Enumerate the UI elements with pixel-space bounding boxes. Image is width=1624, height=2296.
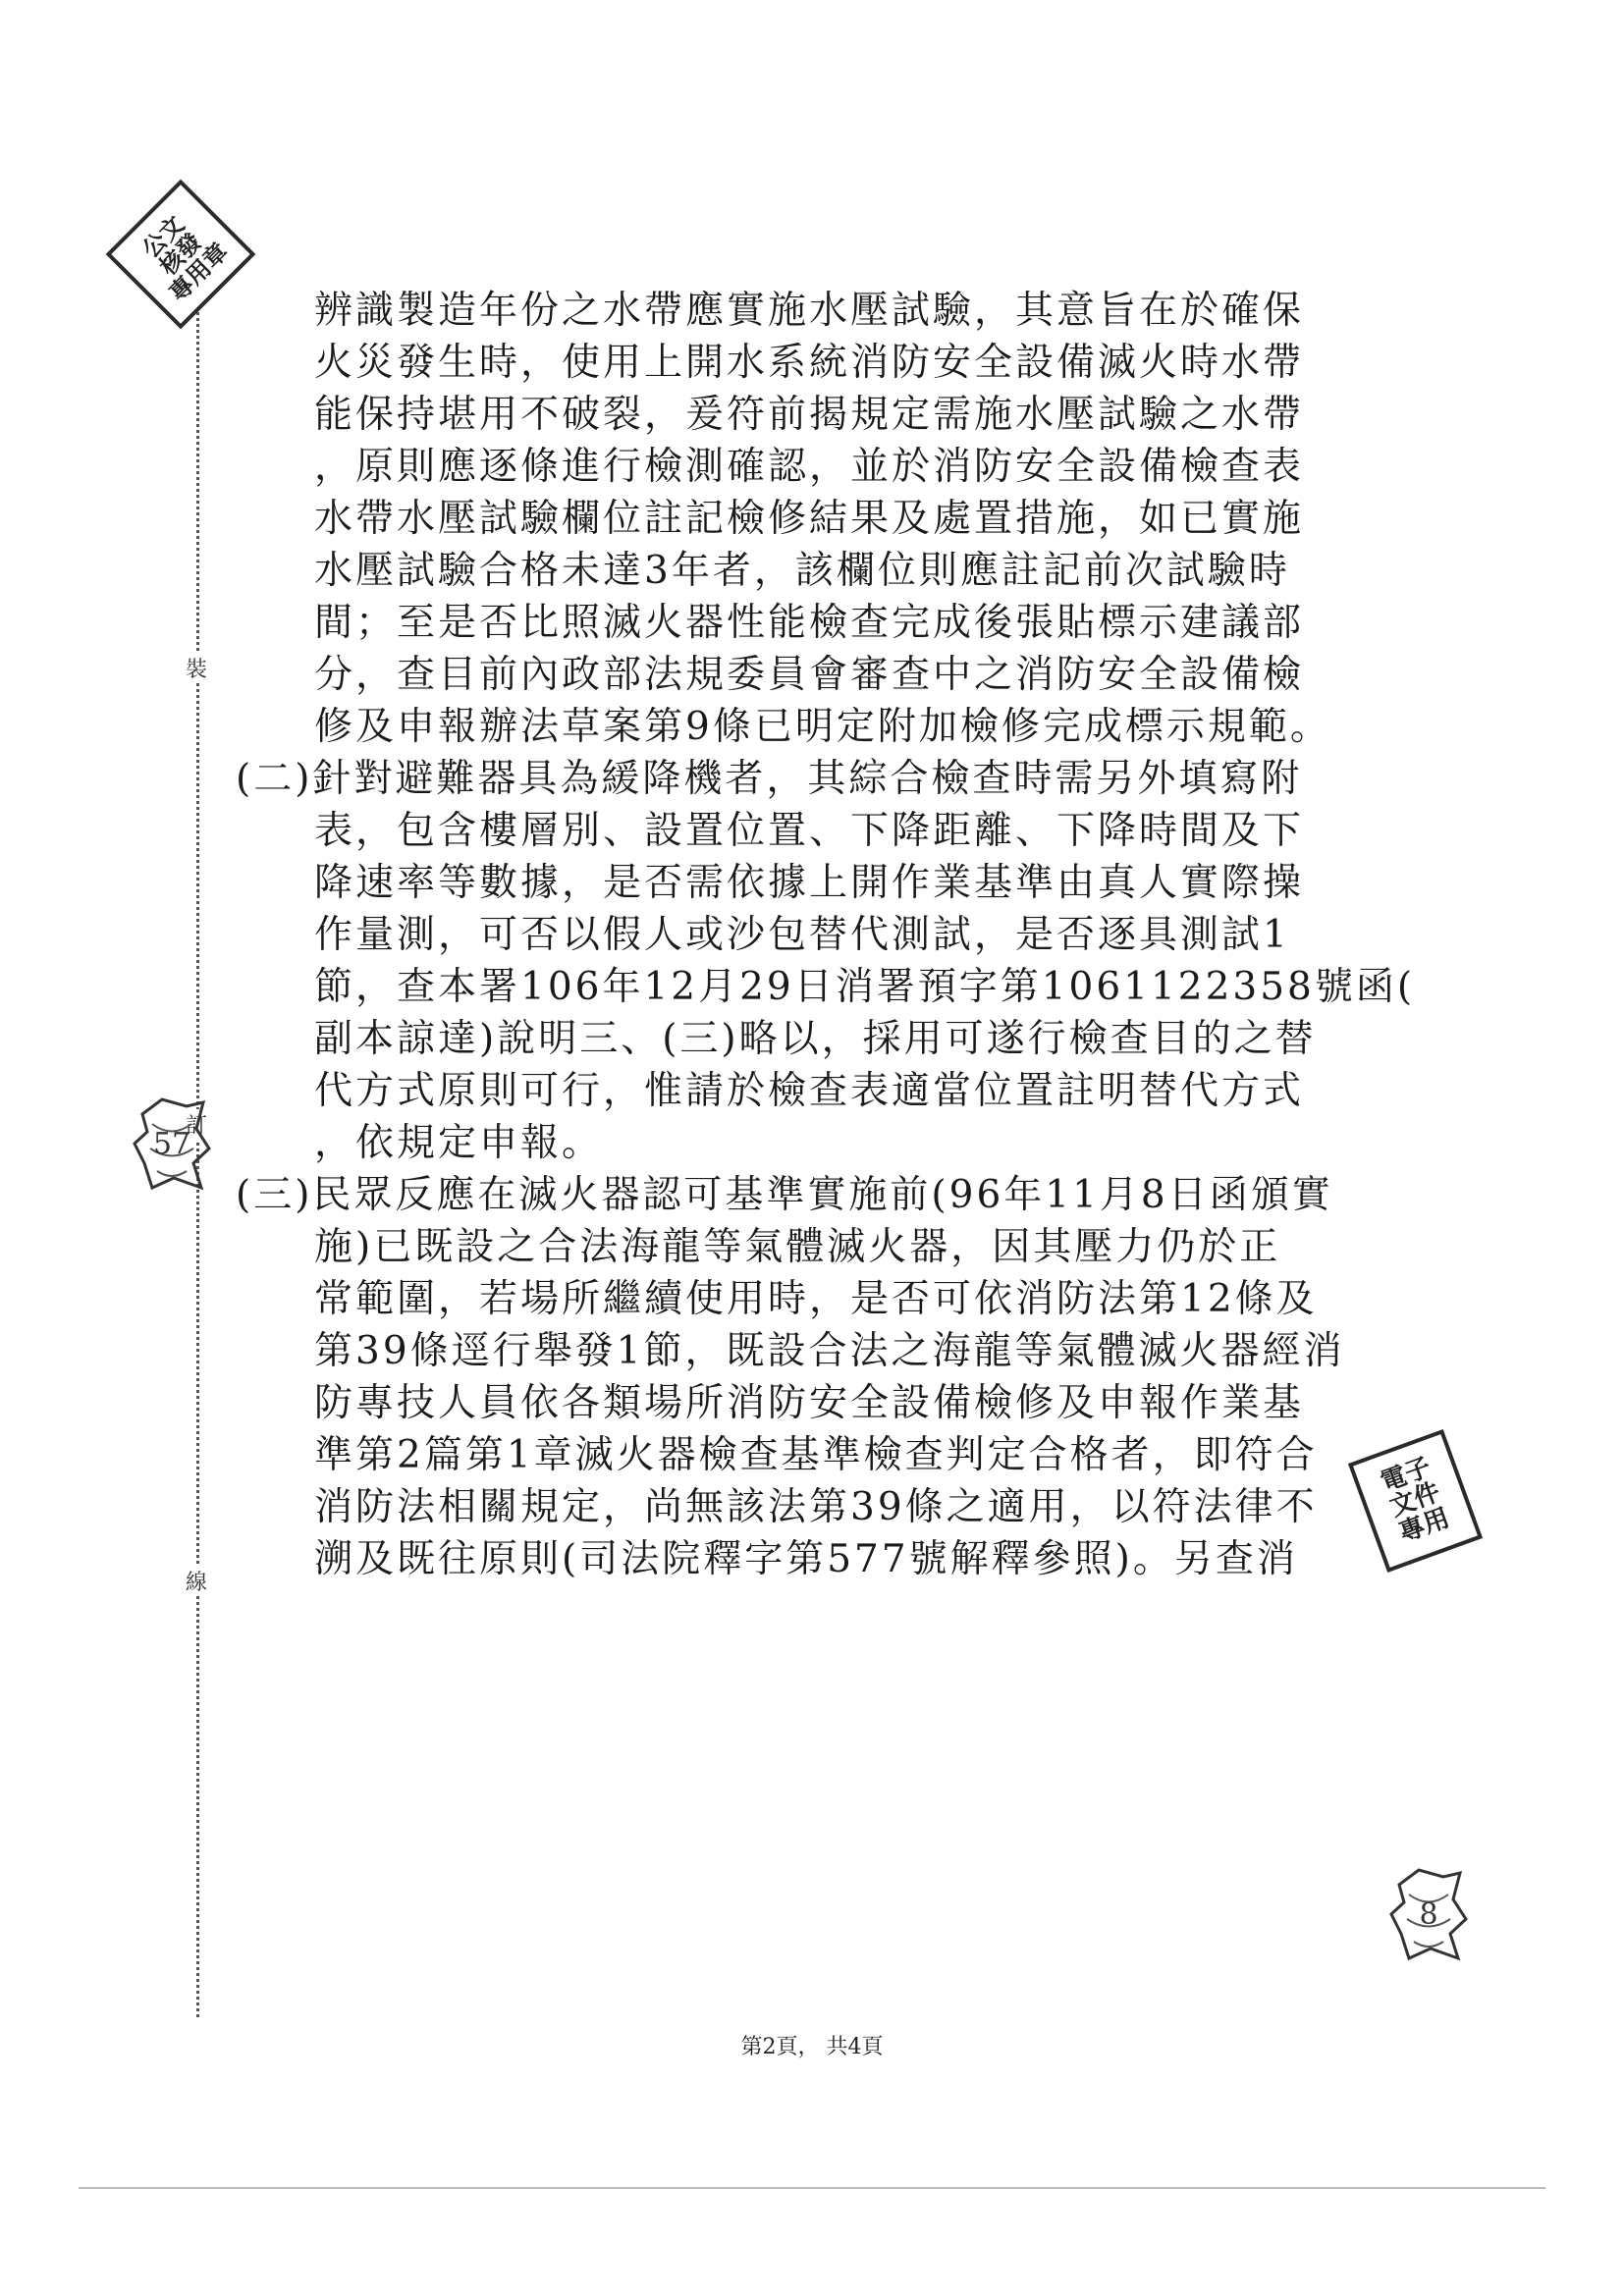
text-line: 修及申報辦法草案第9條已明定附加檢修完成標示規範。 — [314, 705, 1331, 749]
text-line: 降速率等數據，是否需依據上開作業基準由真人實際操 — [314, 861, 1305, 905]
text-line: 第39條逕行舉發1節，既設合法之海龍等氣體滅火器經消 — [314, 1329, 1345, 1373]
text-line: 間；至是否比照滅火器性能檢查完成後張貼標示建議部 — [314, 601, 1305, 645]
stamp-text: 電子 文件 專用 — [1377, 1452, 1454, 1549]
text-line: 火災發生時，使用上開水系統消防安全設備滅火時水帶 — [314, 341, 1305, 385]
text-line: 溯及既往原則(司法院釋字第577號解釋參照)。另查消 — [314, 1537, 1298, 1581]
text-line: 準第2篇第1章滅火器檢查基準檢查判定合格者，即符合 — [314, 1433, 1318, 1477]
text-line: 施)已既設之合法海龍等氣體滅火器，因其壓力仍於正 — [314, 1225, 1281, 1269]
text-line: 消防法相關規定，尚無該法第39條之適用，以符法律不 — [314, 1485, 1318, 1529]
text-line: ，原則應逐條進行檢測確認，並於消防安全設備檢查表 — [314, 445, 1305, 489]
text-line: 防專技人員依各類場所消防安全設備檢修及申報作業基 — [314, 1381, 1305, 1425]
official-document-stamp — [106, 180, 256, 330]
text-line: 能保持堪用不破裂，爰符前揭規定需施水壓試驗之水帶 — [314, 393, 1305, 437]
text-line: 水帶水壓試驗欄位註記檢修結果及處置措施，如已實施 — [314, 497, 1305, 541]
seal-number: 57 — [152, 1126, 191, 1161]
stamp-text: 公文 核發 專用章 — [135, 209, 234, 307]
text-line: 節，查本署106年12月29日消署預字第1061122358號函( — [314, 965, 1416, 1009]
text-line: 常範圍，若場所繼續使用時，是否可依消防法第12條及 — [314, 1277, 1318, 1321]
paragraph-1 — [314, 285, 1355, 753]
text-line: 水壓試驗合格未達3年者，該欄位則應註記前次試驗時 — [314, 549, 1290, 593]
text-line: 副本諒達)說明三、(三)略以，採用可遂行檢查目的之替 — [314, 1017, 1317, 1061]
text-line: 表，包含樓層別、設置位置、下降距離、下降時間及下 — [314, 809, 1305, 853]
item-heading-line: (三)民眾反應在滅火器認可基準實施前(96年11月8日函頒實 — [236, 1173, 1333, 1217]
text-line: ，依規定申報。 — [314, 1121, 604, 1165]
bottom-rule — [79, 2187, 1545, 2189]
paragraph-3 — [236, 1169, 1355, 1585]
text-line: 作量測，可否以假人或沙包替代測試，是否逐具測試1 — [314, 913, 1290, 957]
page-seal-left — [133, 1095, 211, 1193]
seal-number: 8 — [1419, 1896, 1438, 1932]
item-heading-line: (二)針對避難器具為緩降機者，其綜合檢查時需另外填寫附 — [236, 757, 1303, 801]
electronic-document-stamp — [1348, 1429, 1483, 1573]
binding-char-zhuang: 裝 — [177, 653, 216, 683]
text-line: 代方式原則可行，惟請於檢查表適當位置註明替代方式 — [314, 1069, 1305, 1113]
page-number: 第2頁， 共4頁 — [740, 2035, 884, 2059]
binding-char-ding: 訂 — [177, 1109, 216, 1140]
page-seal-right — [1389, 1865, 1468, 1963]
text-line: 辨識製造年份之水帶應實施水壓試驗，其意旨在於確保 — [314, 289, 1305, 333]
paragraph-2 — [236, 753, 1416, 1169]
text-line: 分，查目前內政部法規委員會審查中之消防安全設備檢 — [314, 653, 1305, 697]
binding-char-xian: 線 — [177, 1566, 216, 1596]
